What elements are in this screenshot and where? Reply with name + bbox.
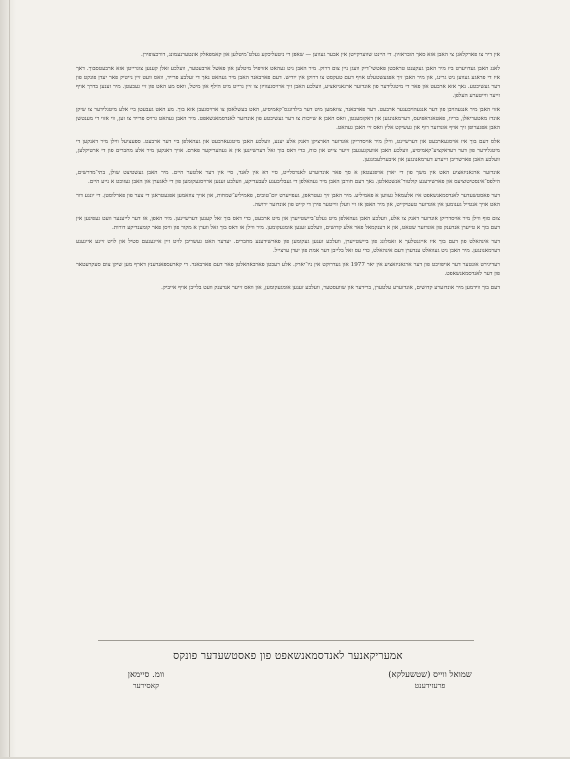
signatory-role: פרעזידענט [414,681,446,690]
divider-rule [98,640,474,641]
gutter-line [9,0,10,759]
paragraph: אזוי האבן מיר אנגעהויבן פון דער אנגעהויבענער ארבעט. דער פארבאנד, צוזאמען מיט דער בילדונגס־קאמיסיע, האט בעשלאסן צו ארויסגעבן אזא בוך. מע האט געבעטן ביי אלע מיטגלידער צו שיקן אונדז מאטעריאלן, בריוו, פאטאגראפיעס, דערמאנונגען און דאקומענטן, וואס האבן א שייכות צו דער געשיכטע פון אונדזער לאנדסמאנשאפט. מיר האבן געהאט גרויס פרייד צו זען, ווי אזוי די מענטשן האבן אפגערופן זיך אויף אונדזער רוף און געשיקט אלץ וואס זיי האבן געהאט. [76,106,500,131]
paragraph: דעם בוך ווידמען מיר אונדזערע קדושים, אונדזערע עלטערן, ברידער און שוועסטער, וועלכע זענען אומגעקומען, און וואס זייער אנדענק וועט בלייבן אויף אייביק. [161,285,500,292]
paragraph: אלס דעם בוך איז אויסגעארבעט און דערשיינט, ווילן מיר אויסדריקן אונדזער הארציקן דאנק אלע יענע, וועלכע האבן מיטגעארבעט און געהאלפן ביי דער ארבעט. ספעציעל ווילן מיר דאנקען די מיטגלידער פון דער רעדאקציע־קאמיסיע, וועלכע האבן אוועקגעגעבן זייער צייט און כוח, כדי דאס בוך זאל דערשיינען אין א געהעריקער פארם. אויך דאנקען מיר אלע מחברים פון די ארטיקלען, וועלכע האבן פארשריבן זייערע דערמאנונגען און איבערלעבונגען. [76,138,500,163]
paragraph: אין דיר צו פארקלאגן צי האבן אזא סאך הובראזיון. די היינט שווערקייטן אין אבער געווען — שאפן די ניטעליכקע געלט־מיטלען און קאמפאלק אונטערנעמונג, דורכצופירן. [140,52,500,58]
signatory-president [360,670,500,691]
body-text [76,51,500,298]
signatures [76,670,500,691]
page-gutter [0,0,16,759]
paragraph: צום סוף ווילן מיר אויסדריקן אונדזער דאנק צו אלע, וועלכע האבן געהאלפן מיט געלט־ביישטייערן און מיט ארבעט, כדי דאס בוך זאל קענען דערשיינען. מיר האפן, אז דער לייענער וועט געפינען אין דעם בוך א טייערן אנדענק פון אונדזער שטאט, און א דענקמאל פאר אלע קדושים, וועלכע זענען אומגעקומען. מיר ווילן אז דאס בוך זאל ווערן א מקור פון וויסן פאר קומענדיקע דורות. [76,216,500,232]
signatory-name: שמואל ווייס (שטשעלקא) [388,670,472,680]
paragraph: רעדיגירט אונטער דער אויפזיכט פון דער ארגאניזאציע אין יאר 1977 און געדרוקט אין ניו־יארק. אלע רעכטן פארבאהאלטן פאר דעם פארבאנד. די קארעספאנדענץ דארף מען שיקן צום סעקרעטאר פון דער לאנדסמאנשאפט. [76,262,501,278]
organization-name: אמעריקאנער לאנדסמאנשאפט פון פאסטשעדער פונקס [173,650,403,662]
signatory-role: קאסירער [132,681,160,690]
signatory-name: וומ. סיימאן [127,670,165,680]
paragraph: דער פאסטשעדער לאנדסמאנשאפט איז אלעמאל געווען א פאמיליע. מיר האבן זיך געטראפן, געפייערט יום־טובים, פאמיליע־שמחות, און אויך צוזאמען אפגעטראגן די צער פון פארלוסטן. די יונגע דור האט אויך אנטייל גענומען אין אונדזער טעטיקייט, און מיר האפן אז זיי וועלן ווייטער פירן די קייט פון אונדזער ירושה. [76,193,500,209]
paragraph: אונדזער ארגאניזאציע האט אין משך פון די יארן אויפגעטאן א סך פאר אונדזערע לאנדסלייט, סיי דא אין לאנד, סיי אין דער אלטער היים. מיר האבן געשטיצט שולן, בתי־מדרשים, הילפס־אינסטיטוציעס און פארשידענע קולטור־אנשטאלטן. נאך דעם חורבן האבן מיר געהאלפן די געבליבענע לעבעדיקע, וועלכע זענען ארויסגעקומען פון די לאגערן און האבן געזוכט א נייע היים. [76,170,500,186]
signatory-treasurer [76,670,216,691]
paragraph: לאנג האבן געדויערט ביז מיר האבן געקענט טראכטן פאטשי־דיק וועגן ניין צום דרוק. מיר האבן ניט געהאט אזויפיל מיטלען און פאשל ארבעטער, וועלכע זאלן קענען צוגרייטן אזא ארבעטסבוך. דאך איז די פראגע געווען ניט גרינג, און מיר האבן זיך אפגעשטעלט אויף דעם טעקסט צו דרוקן אין ייִדיש. דעם פארבאנד האבן מיר געהאט נאך די זעלבע פרייד, וואס וועט זיין נייטיק פאר יעדן פונקט פון דער געשיכטע. נאך אזא ארבעט און פאר די מיטגלידער פון אונדזער ארגאניזאציע, וועלכע האבן זיך ארויסגעוויזן צו זיין גרייט מיט הילף און מיטל, וואס מע האט פון זיי געבעטן. מיר זענען בדרך אויף זייער ווייטערע העלפן. [76,65,500,99]
paragraph: דער אינהאלט פון דעם בוך איז אייגנטלעך א זאמלונג פון ביישטייערן, וועלכע זענען געקומען פון פארשידענע מחברים. יעדער האט געשריבן לויט זיין אייגענעם סטיל און לויט זיינע אייגענע דערמאנונגען. מיר האבן ניט געוואלט ענדערן דעם אינהאלט, כדי עס זאל בלייבן דער אמת פון יעדן ערצייל. [76,239,500,255]
